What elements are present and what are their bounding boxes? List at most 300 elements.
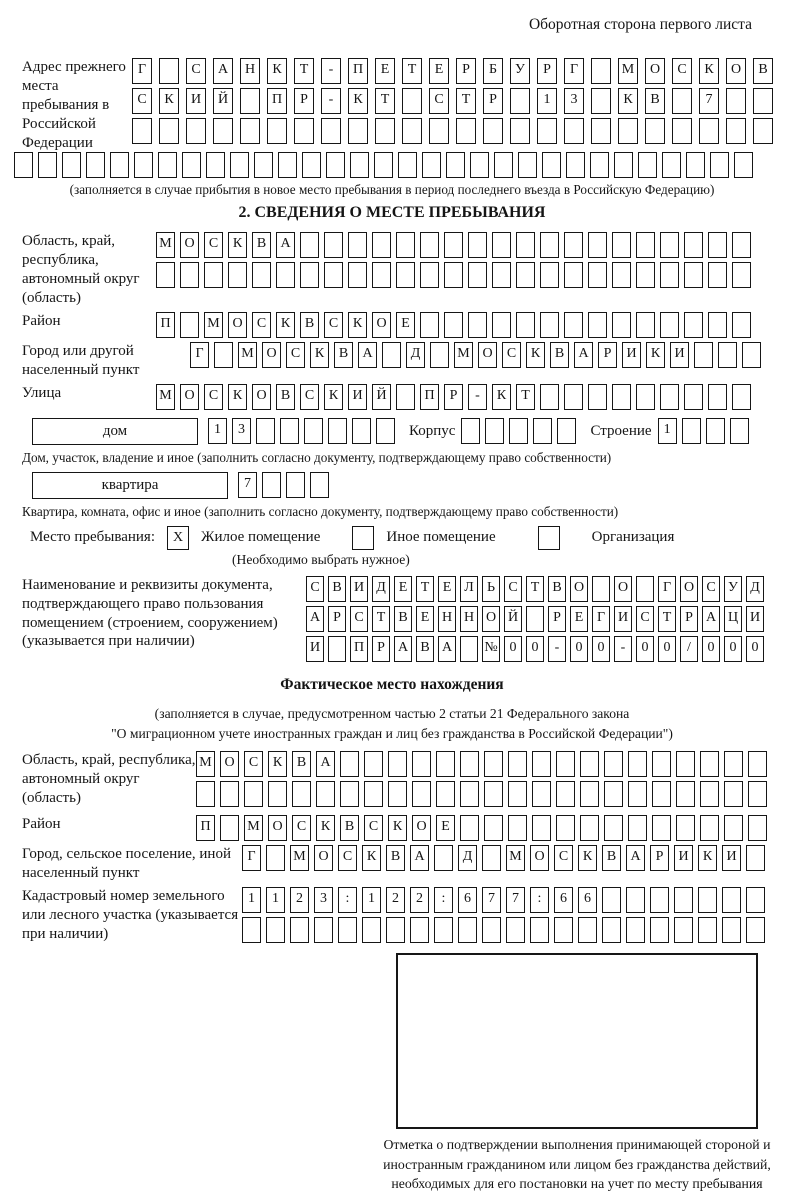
char-box[interactable]: Т [294,58,314,84]
char-box[interactable]: В [300,312,319,338]
char-box[interactable]: Т [372,606,390,632]
char-box[interactable]: С [252,312,271,338]
char-box[interactable] [684,262,703,288]
char-box[interactable] [388,751,407,777]
char-box[interactable] [676,751,695,777]
char-box[interactable] [508,815,527,841]
char-box[interactable]: С [338,845,357,871]
char-box[interactable]: О [180,384,199,410]
char-box[interactable]: О [252,384,271,410]
char-box[interactable]: 0 [702,636,720,662]
char-box[interactable]: С [300,384,319,410]
char-box[interactable] [230,152,249,178]
char-box[interactable] [348,118,368,144]
char-box[interactable] [718,342,737,368]
char-box[interactable] [364,781,383,807]
char-box[interactable]: Е [570,606,588,632]
char-box[interactable]: О [614,576,632,602]
char-box[interactable] [321,118,341,144]
char-box[interactable] [672,118,692,144]
char-box[interactable] [300,262,319,288]
char-box[interactable]: Ц [724,606,742,632]
char-box[interactable]: М [156,384,175,410]
char-box[interactable] [254,152,273,178]
char-box[interactable]: № [482,636,500,662]
char-box[interactable]: А [394,636,412,662]
char-box[interactable] [612,262,631,288]
char-box[interactable]: В [416,636,434,662]
char-box[interactable]: У [724,576,742,602]
char-box[interactable] [386,917,405,943]
char-box[interactable] [724,751,743,777]
char-box[interactable] [537,118,557,144]
char-box[interactable]: 2 [290,887,309,913]
char-box[interactable]: Л [460,576,478,602]
char-box[interactable] [382,342,401,368]
char-box[interactable] [694,342,713,368]
char-box[interactable]: О [180,232,199,258]
char-box[interactable] [420,312,439,338]
char-box[interactable] [674,917,693,943]
char-box[interactable] [554,917,573,943]
char-box[interactable]: - [321,58,341,84]
char-box[interactable] [533,418,552,444]
char-box[interactable] [262,472,281,498]
char-box[interactable] [460,815,479,841]
char-box[interactable] [618,118,638,144]
char-box[interactable] [508,751,527,777]
char-box[interactable] [292,781,311,807]
char-box[interactable]: М [156,232,175,258]
char-box[interactable]: А [574,342,593,368]
char-box[interactable] [636,576,654,602]
char-box[interactable] [662,152,681,178]
char-box[interactable] [540,312,559,338]
char-box[interactable] [604,781,623,807]
char-box[interactable]: П [267,88,287,114]
char-box[interactable]: С [502,342,521,368]
char-box[interactable] [180,312,199,338]
char-box[interactable]: К [324,384,343,410]
char-box[interactable] [526,606,544,632]
char-box[interactable]: Г [242,845,261,871]
char-box[interactable]: 1 [266,887,285,913]
char-box[interactable] [492,262,511,288]
char-box[interactable] [564,312,583,338]
char-box[interactable]: В [340,815,359,841]
char-box[interactable] [304,418,323,444]
char-box[interactable] [352,418,371,444]
char-box[interactable] [429,118,449,144]
char-box[interactable] [132,118,152,144]
char-box[interactable]: О [478,342,497,368]
char-box[interactable]: 1 [362,887,381,913]
char-box[interactable] [753,118,773,144]
char-box[interactable] [732,262,751,288]
char-box[interactable] [460,751,479,777]
char-box[interactable] [580,751,599,777]
char-box[interactable] [159,58,179,84]
char-box[interactable]: - [614,636,632,662]
char-box[interactable]: Р [328,606,346,632]
char-box[interactable] [444,262,463,288]
char-box[interactable] [698,887,717,913]
char-box[interactable]: П [348,58,368,84]
char-box[interactable]: Г [592,606,610,632]
char-box[interactable] [468,312,487,338]
char-box[interactable]: В [328,576,346,602]
char-box[interactable] [516,312,535,338]
char-box[interactable] [396,232,415,258]
char-box[interactable] [540,232,559,258]
char-box[interactable] [588,262,607,288]
char-box[interactable]: В [602,845,621,871]
char-box[interactable]: Д [746,576,764,602]
char-box[interactable]: Р [372,636,390,662]
char-box[interactable] [732,312,751,338]
char-box[interactable] [540,384,559,410]
char-box[interactable] [470,152,489,178]
char-box[interactable]: С [306,576,324,602]
char-box[interactable] [204,262,223,288]
char-box[interactable]: Й [213,88,233,114]
char-box[interactable] [682,418,701,444]
char-box[interactable] [748,781,767,807]
char-box[interactable] [674,887,693,913]
char-box[interactable] [180,262,199,288]
char-box[interactable]: Е [436,815,455,841]
char-box[interactable] [156,262,175,288]
char-box[interactable] [420,262,439,288]
char-box[interactable] [240,88,260,114]
char-box[interactable] [700,781,719,807]
char-box[interactable] [509,418,528,444]
char-box[interactable] [158,152,177,178]
char-box[interactable]: 0 [592,636,610,662]
char-box[interactable] [556,815,575,841]
char-box[interactable] [402,118,422,144]
checkbox-organization[interactable] [538,526,560,550]
char-box[interactable] [388,781,407,807]
char-box[interactable] [628,781,647,807]
char-box[interactable] [468,232,487,258]
char-box[interactable] [604,751,623,777]
char-box[interactable] [734,152,753,178]
char-box[interactable]: С [636,606,654,632]
char-box[interactable] [252,262,271,288]
char-box[interactable] [708,232,727,258]
char-box[interactable]: 2 [410,887,429,913]
char-box[interactable] [310,472,329,498]
char-box[interactable] [456,118,476,144]
char-box[interactable] [660,232,679,258]
char-box[interactable] [602,917,621,943]
char-box[interactable] [484,815,503,841]
char-box[interactable] [532,815,551,841]
char-box[interactable]: Р [598,342,617,368]
char-box[interactable] [110,152,129,178]
char-box[interactable] [650,917,669,943]
char-box[interactable] [628,815,647,841]
char-box[interactable] [458,917,477,943]
char-box[interactable]: М [196,751,215,777]
char-box[interactable] [591,58,611,84]
char-box[interactable] [724,781,743,807]
char-box[interactable]: 7 [482,887,501,913]
char-box[interactable]: Н [460,606,478,632]
char-box[interactable]: Р [537,58,557,84]
char-box[interactable]: 0 [658,636,676,662]
char-box[interactable] [588,312,607,338]
char-box[interactable] [410,917,429,943]
char-box[interactable] [372,232,391,258]
char-box[interactable] [256,418,275,444]
char-box[interactable]: 1 [658,418,677,444]
char-box[interactable] [240,118,260,144]
char-box[interactable]: 0 [746,636,764,662]
char-box[interactable]: : [530,887,549,913]
char-box[interactable] [566,152,585,178]
char-box[interactable]: К [228,384,247,410]
char-box[interactable] [267,118,287,144]
char-box[interactable] [636,262,655,288]
char-box[interactable]: К [228,232,247,258]
char-box[interactable]: К [316,815,335,841]
char-box[interactable] [748,751,767,777]
char-box[interactable]: О [314,845,333,871]
char-box[interactable]: П [196,815,215,841]
char-box[interactable]: Е [396,312,415,338]
char-box[interactable]: И [746,606,764,632]
char-box[interactable]: К [348,312,367,338]
char-box[interactable]: В [394,606,412,632]
char-box[interactable] [510,118,530,144]
char-box[interactable] [376,418,395,444]
char-box[interactable] [483,118,503,144]
char-box[interactable]: И [350,576,368,602]
char-box[interactable] [510,88,530,114]
char-box[interactable]: Р [444,384,463,410]
char-box[interactable] [444,312,463,338]
char-box[interactable]: Д [458,845,477,871]
char-box[interactable] [302,152,321,178]
char-box[interactable]: У [510,58,530,84]
char-box[interactable] [434,845,453,871]
char-box[interactable] [700,751,719,777]
char-box[interactable]: Р [456,58,476,84]
char-box[interactable] [660,384,679,410]
char-box[interactable]: А [213,58,233,84]
char-box[interactable] [220,815,239,841]
char-box[interactable] [324,262,343,288]
char-box[interactable]: А [316,751,335,777]
char-box[interactable]: С [350,606,368,632]
char-box[interactable] [676,781,695,807]
checkbox-residential[interactable]: X [167,526,189,550]
char-box[interactable] [746,845,765,871]
char-box[interactable] [698,917,717,943]
char-box[interactable] [588,232,607,258]
char-box[interactable]: К [578,845,597,871]
char-box[interactable]: С [429,88,449,114]
char-box[interactable]: О [268,815,287,841]
char-box[interactable]: О [262,342,281,368]
char-box[interactable]: Р [650,845,669,871]
char-box[interactable]: О [220,751,239,777]
char-box[interactable] [732,232,751,258]
char-box[interactable]: С [324,312,343,338]
char-box[interactable] [724,815,743,841]
char-box[interactable]: С [504,576,522,602]
char-box[interactable] [266,845,285,871]
char-box[interactable] [484,781,503,807]
char-box[interactable]: О [228,312,247,338]
char-box[interactable] [412,751,431,777]
char-box[interactable] [348,262,367,288]
char-box[interactable]: Т [526,576,544,602]
char-box[interactable] [590,152,609,178]
char-box[interactable]: К [526,342,545,368]
char-box[interactable] [612,232,631,258]
char-box[interactable] [420,232,439,258]
char-box[interactable] [684,232,703,258]
char-box[interactable] [660,262,679,288]
char-box[interactable] [182,152,201,178]
char-box[interactable] [434,917,453,943]
char-box[interactable] [542,152,561,178]
char-box[interactable] [732,384,751,410]
char-box[interactable]: 7 [506,887,525,913]
char-box[interactable] [518,152,537,178]
char-box[interactable]: М [238,342,257,368]
char-box[interactable] [686,152,705,178]
char-box[interactable] [422,152,441,178]
char-box[interactable] [396,262,415,288]
checkbox-other-premises[interactable] [352,526,374,550]
char-box[interactable] [436,781,455,807]
char-box[interactable] [726,88,746,114]
char-box[interactable]: К [698,845,717,871]
char-box[interactable] [186,118,206,144]
char-box[interactable] [748,815,767,841]
char-box[interactable]: К [310,342,329,368]
char-box[interactable] [508,781,527,807]
char-box[interactable]: К [646,342,665,368]
char-box[interactable] [708,262,727,288]
char-box[interactable] [62,152,81,178]
char-box[interactable]: 1 [208,418,227,444]
char-box[interactable] [652,751,671,777]
char-box[interactable]: И [348,384,367,410]
char-box[interactable] [324,232,343,258]
char-box[interactable] [530,917,549,943]
char-box[interactable] [494,152,513,178]
char-box[interactable] [396,384,415,410]
char-box[interactable] [722,887,741,913]
char-box[interactable]: В [550,342,569,368]
char-box[interactable]: В [548,576,566,602]
char-box[interactable]: 1 [537,88,557,114]
char-box[interactable]: - [468,384,487,410]
char-box[interactable]: Т [402,58,422,84]
char-box[interactable]: / [680,636,698,662]
char-box[interactable]: Е [438,576,456,602]
char-box[interactable] [375,118,395,144]
char-box[interactable]: Е [375,58,395,84]
char-box[interactable]: Д [406,342,425,368]
char-box[interactable] [242,917,261,943]
char-box[interactable] [206,152,225,178]
char-box[interactable]: А [410,845,429,871]
char-box[interactable]: : [338,887,357,913]
char-box[interactable] [540,262,559,288]
char-box[interactable]: В [252,232,271,258]
char-box[interactable]: И [622,342,641,368]
char-box[interactable] [372,262,391,288]
char-box[interactable] [364,751,383,777]
char-box[interactable] [684,384,703,410]
char-box[interactable] [645,118,665,144]
char-box[interactable] [684,312,703,338]
char-box[interactable]: О [530,845,549,871]
char-box[interactable] [638,152,657,178]
char-box[interactable]: 7 [699,88,719,114]
char-box[interactable]: А [626,845,645,871]
char-box[interactable] [436,751,455,777]
char-box[interactable]: В [334,342,353,368]
char-box[interactable] [485,418,504,444]
char-box[interactable]: С [132,88,152,114]
char-box[interactable]: М [454,342,473,368]
char-box[interactable] [280,418,299,444]
char-box[interactable]: Г [658,576,676,602]
char-box[interactable]: Р [680,606,698,632]
char-box[interactable]: Й [372,384,391,410]
char-box[interactable]: М [506,845,525,871]
char-box[interactable] [482,917,501,943]
char-box[interactable]: Т [658,606,676,632]
char-box[interactable] [402,88,422,114]
char-box[interactable]: О [726,58,746,84]
char-box[interactable] [636,384,655,410]
char-box[interactable] [328,418,347,444]
char-box[interactable]: 0 [526,636,544,662]
char-box[interactable] [316,781,335,807]
char-box[interactable] [348,232,367,258]
char-box[interactable]: М [290,845,309,871]
char-box[interactable]: Т [416,576,434,602]
char-box[interactable]: М [618,58,638,84]
char-box[interactable]: М [204,312,223,338]
char-box[interactable] [340,751,359,777]
char-box[interactable]: С [702,576,720,602]
char-box[interactable]: К [348,88,368,114]
char-box[interactable] [412,781,431,807]
char-box[interactable] [726,118,746,144]
char-box[interactable] [460,636,478,662]
char-box[interactable] [588,384,607,410]
char-box[interactable] [746,887,765,913]
char-box[interactable]: : [434,887,453,913]
char-box[interactable]: К [492,384,511,410]
char-box[interactable]: В [645,88,665,114]
char-box[interactable]: П [156,312,175,338]
char-box[interactable] [294,118,314,144]
char-box[interactable]: Т [375,88,395,114]
char-box[interactable] [564,232,583,258]
char-box[interactable] [706,418,725,444]
char-box[interactable] [290,917,309,943]
